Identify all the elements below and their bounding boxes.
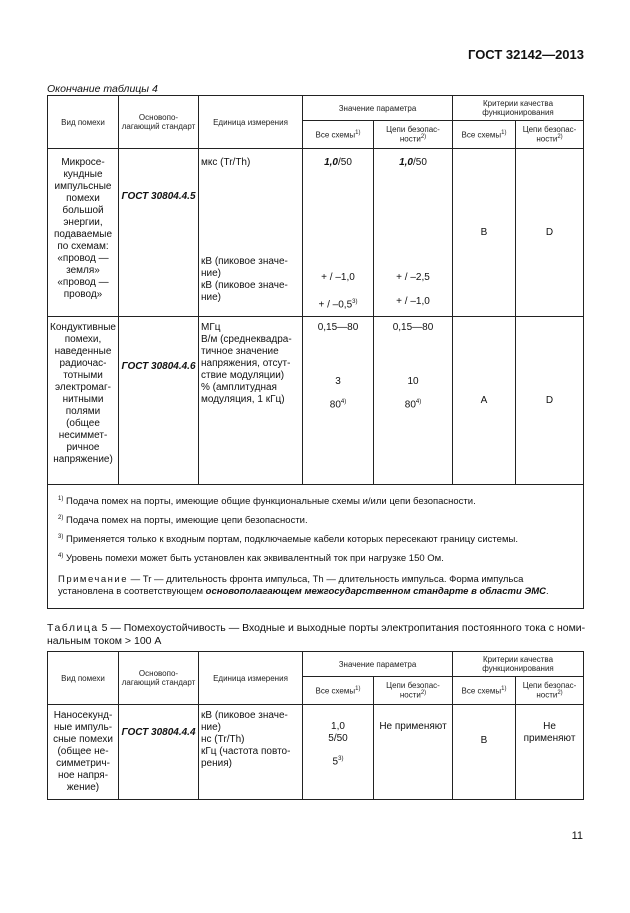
table-row xyxy=(48,705,584,800)
header-standard: Основопо-лагающий стандарт xyxy=(119,652,199,705)
header-criteria: Критерии качества функционирования xyxy=(453,96,584,121)
header-parameter-value: Значение параметра xyxy=(303,652,453,677)
header-parameter-value: Значение параметра xyxy=(303,96,453,121)
header-safety-circuits: Цепи безопас-ности$^{2)}$ xyxy=(374,677,453,705)
standard-cell: ГОСТ 30804.4.4 xyxy=(119,705,199,800)
header-standard: Основопо-лагающий стандарт xyxy=(119,96,199,149)
header-criteria: Критерии качества функционирования xyxy=(453,652,584,677)
header-noise-type: Вид помехи xyxy=(48,652,119,705)
table-row xyxy=(48,317,584,485)
noise-type-cell: Наносекунд-ные импуль-сные помехи (общее не-симметрич-ное напря-жение) xyxy=(48,705,119,800)
table-5-title: Таблица 5 — Помехоустойчивость — Входные и выходные порты электропитания постоянного тока с номи-нальным током > 100 А xyxy=(47,622,586,647)
footnote: $^{1)}$ Подача помех на порты, имеющие общие функциональные схемы и/или цепи безопасности. xyxy=(58,496,476,508)
noise-type-cell: Микросе-кундные импульсные помехи большой энергии, подаваемые по схемам: «провод — земля» «провод — провод» xyxy=(48,149,119,317)
table-4 xyxy=(47,95,584,609)
page-number: 11 xyxy=(571,830,583,842)
standard-cell: ГОСТ 30804.4.5 xyxy=(119,149,199,317)
header-all-schemes: Все схемы$^{1)}$ xyxy=(303,677,374,705)
header-criteria-all: Все схемы$^{1)}$ xyxy=(453,677,516,705)
value-all-cell: 1,0/50 + / –1,0 + / –0,5$^{3)}$ xyxy=(303,149,374,317)
unit-cell: мкс (Tr/Th) кВ (пиковое значе-ние) кВ (пиковое значе-ние) xyxy=(199,149,303,317)
footnote: $^{3)}$ Применяется только к входным портам, подключаемые кабели которых пересекают границу системы. xyxy=(58,534,518,546)
header-safety-circuits: Цепи безопас-ности$^{2)}$ xyxy=(374,121,453,149)
value-safety-cell: 0,15—80 10 80$^{4)}$ xyxy=(374,317,453,485)
header-criteria-all: Все схемы$^{1)}$ xyxy=(453,121,516,149)
header-noise-type: Вид помехи xyxy=(48,96,119,149)
unit-cell: МГц В/м (среднеквадра-тичное значение напряжения, отсут-ствие модуляции) % (амплитудная модуляция, 1 кГц) xyxy=(199,317,303,485)
standard-cell: ГОСТ 30804.4.6 xyxy=(119,317,199,485)
table-note: Примечание — Tr — длительность фронта импульса, Th — длительность импульса. Форма импульса установлена в соответствующем основополагающем межгосударственном стандарте в области ЭМС. xyxy=(58,573,549,597)
table-4-caption: Окончание таблицы 4 xyxy=(47,83,158,95)
value-all-cell: 0,15—80 3 80$^{4)}$ xyxy=(303,317,374,485)
header-all-schemes: Все схемы$^{1)}$ xyxy=(303,121,374,149)
document-code: ГОСТ 32142—2013 xyxy=(468,47,584,62)
header-unit: Единица измерения xyxy=(199,96,303,149)
footnote: $^{2)}$ Подача помех на порты, имеющие цепи безопасности. xyxy=(58,515,308,527)
table-5 xyxy=(47,651,584,800)
value-all-cell: 1,0 5/50 5$^{3)}$ xyxy=(303,705,374,800)
criteria-all-cell: A xyxy=(453,317,516,485)
criteria-all-cell: B xyxy=(453,705,516,800)
criteria-safety-cell: Не применяют xyxy=(516,705,584,800)
header-unit: Единица измерения xyxy=(199,652,303,705)
header-criteria-safety: Цепи безопас-ности$^{2)}$ xyxy=(516,677,584,705)
noise-type-cell: Кондуктивные помехи, наведенные радиочас-тотными электромаг-нитными полями (общее несиммет-ричное напряжение) xyxy=(48,317,119,485)
value-safety-cell: 1,0/50 + / –2,5 + / –1,0 xyxy=(374,149,453,317)
header-criteria-safety: Цепи безопас-ности$^{2)}$ xyxy=(516,121,584,149)
criteria-all-cell: B xyxy=(453,149,516,317)
table-row xyxy=(48,149,584,317)
footnote: $^{4)}$ Уровень помехи может быть установлен как эквивалентный ток при нагрузке 150 Ом. xyxy=(58,553,444,565)
value-safety-cell: Не применяют xyxy=(374,705,453,800)
criteria-safety-cell: D xyxy=(516,149,584,317)
footnotes-block xyxy=(48,485,584,609)
criteria-safety-cell: D xyxy=(516,317,584,485)
unit-cell: кВ (пиковое значе-ние) нс (Tr/Th) кГц (частота повто-рения) xyxy=(199,705,303,800)
